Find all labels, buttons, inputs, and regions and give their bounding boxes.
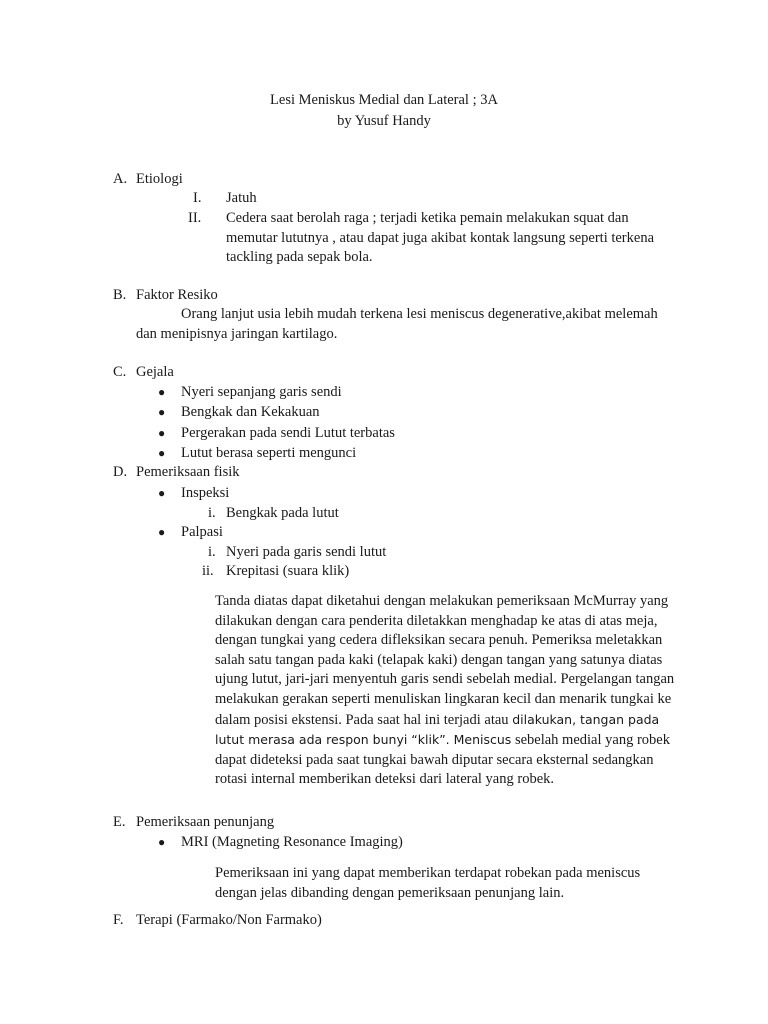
document-author: by Yusuf Handy — [337, 113, 431, 129]
bullet-item: Palpasi — [181, 524, 223, 540]
section-e-letter: E. — [113, 814, 126, 830]
list-item-number: i. — [208, 544, 216, 560]
bullet-item: MRI (Magneting Resonance Imaging) — [181, 834, 403, 850]
paragraph-text: sebelah medial yang robek dapat dideteksi pada saat tungkai bawah diputar secara eksternal sedangkan rotasi internal memberikan deteksi dari lateral yang robek. — [215, 732, 670, 788]
list-item-number: ii. — [202, 563, 214, 579]
bullet-icon: ● — [158, 486, 166, 500]
list-item-number: I. — [193, 190, 202, 206]
bullet-item: Nyeri sepanjang garis sendi — [181, 384, 342, 400]
mcmurray-paragraph — [215, 592, 685, 790]
list-item-number: i. — [208, 505, 216, 521]
paragraph-text: Tanda diatas dapat diketahui dengan melakukan pemeriksaan McMurray yang dilakukan dengan cara penderita diletakkan menghadap ke atas di atas meja, dengan tungkai yang cedera difleksikan secara penuh. Pemeriksa meletakkan salah satu tangan pada kaki (telapak kaki) dengan tangan yang satunya diatas ujung lutut, jari-jari menyentuh garis sendi sebelah medial. Pergelangan tangan melakukan gerakan seperti menuliskan lingkaran kecil dan menarik tungkai ke dalam posisi ekstensi. Pada saat hal ini terjadi atau — [215, 593, 675, 728]
section-d-letter: D. — [113, 464, 128, 480]
section-f-heading: Terapi (Farmako/Non Farmako) — [136, 912, 322, 928]
list-item: Nyeri pada garis sendi lutut — [226, 544, 387, 560]
list-item-number: II. — [188, 210, 202, 226]
bullet-icon: ● — [158, 385, 166, 399]
bullet-item: Inspeksi — [181, 485, 230, 501]
bullet-icon: ● — [158, 446, 166, 460]
paragraph-text-alt-font: dilakukan, tangan pada lutut merasa ada respon bunyi “klik”. Meniscus — [215, 711, 660, 748]
section-c-heading: Gejala — [136, 364, 174, 380]
bullet-item: Lutut berasa seperti mengunci — [181, 445, 357, 461]
section-b-letter: B. — [113, 287, 127, 303]
bullet-icon: ● — [158, 835, 166, 849]
bullet-icon: ● — [158, 426, 166, 440]
document-title: Lesi Meniskus Medial dan Lateral ; 3A — [270, 92, 498, 108]
paragraph-line: dan menipisnya jaringan kartilago. — [136, 326, 338, 342]
section-e-heading: Pemeriksaan penunjang — [136, 814, 275, 830]
list-item: Krepitasi (suara klik) — [226, 563, 350, 579]
bullet-item: Pergerakan pada sendi Lutut terbatas — [181, 425, 395, 441]
bullet-icon: ● — [158, 525, 166, 539]
list-item: Jatuh — [226, 190, 257, 206]
mri-paragraph: Pemeriksaan ini yang dapat memberikan terdapat robekan pada meniscus dengan jelas dibanding dengan pemeriksaan penunjang lain. — [215, 865, 641, 901]
paragraph-line: Orang lanjut usia lebih mudah terkena lesi meniscus degenerative,akibat melemah — [181, 306, 658, 322]
list-item-line: Cedera saat berolah raga ; terjadi ketika pemain melakukan squat dan — [226, 210, 629, 226]
list-item-line: tackling pada sepak bola. — [226, 249, 373, 265]
list-item-line: memutar lututnya , atau dapat juga akibat kontak langsung seperti terkena — [226, 230, 655, 246]
section-b-heading: Faktor Resiko — [136, 287, 218, 303]
list-item: Bengkak pada lutut — [226, 505, 339, 521]
section-a-letter: A. — [113, 171, 128, 187]
section-f-letter: F. — [113, 912, 124, 928]
bullet-icon: ● — [158, 405, 166, 419]
section-d-heading: Pemeriksaan fisik — [136, 464, 240, 480]
bullet-item: Bengkak dan Kekakuan — [181, 404, 320, 420]
section-c-letter: C. — [113, 364, 127, 380]
section-a-heading: Etiologi — [136, 171, 183, 187]
